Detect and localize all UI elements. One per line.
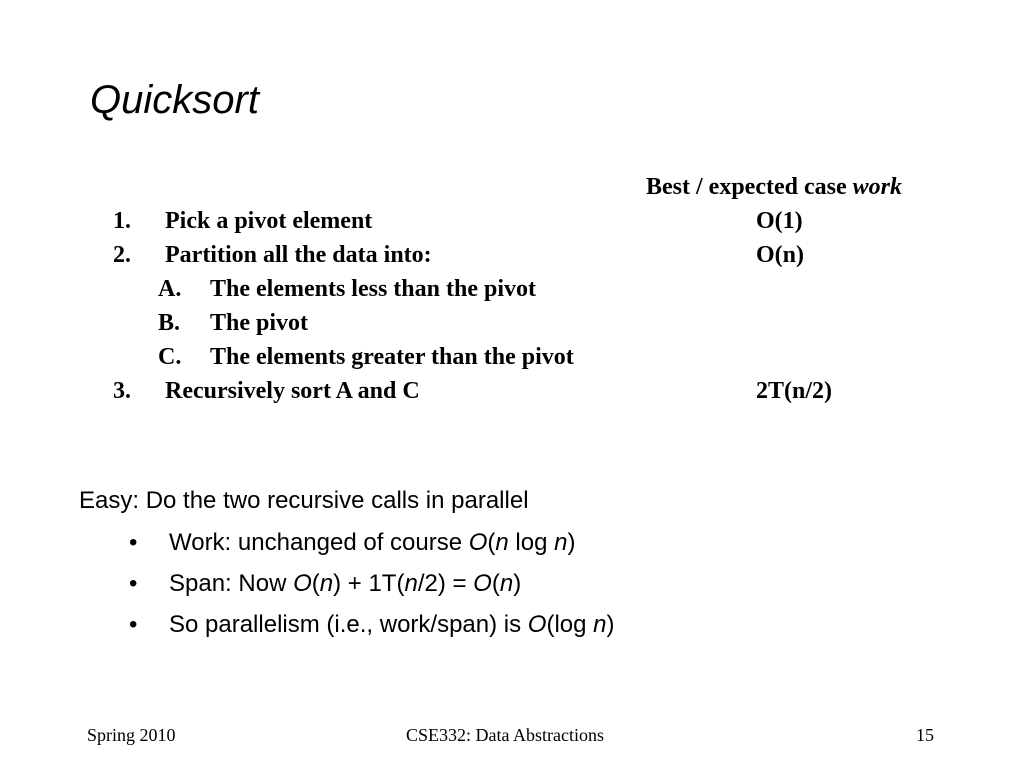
substep-b-marker: B. [158,310,181,336]
math-symbol: n [554,529,568,556]
substep-a-text: The elements less than the pivot [210,276,536,302]
step-2-text: Partition all the data into: [165,242,432,268]
work-header-text: Best / expected case [646,174,853,200]
step-3-cost: 2T(n/2) [756,378,833,404]
bullet-text: /2) = [417,570,474,597]
easy-heading: Easy: Do the two recursive calls in parallel [79,487,529,514]
bullet-text: (log [546,611,594,638]
bullet-text: ( [491,570,500,597]
work-header-emphasis: work [852,174,902,200]
bullet-text: ) [606,611,615,638]
bullet-text: ( [487,529,496,556]
step-2-cost: O(n) [756,242,804,268]
step-2-marker: 2. [113,242,131,268]
bullet-work [169,526,576,560]
math-symbol: O [293,570,312,597]
substep-b-text: The pivot [210,310,309,336]
bullet-text: Span: Now [169,570,294,597]
math-symbol: O [468,529,488,556]
math-symbol: n [495,529,509,556]
step-1-text: Pick a pivot element [165,208,373,234]
math-symbol: O [527,611,547,638]
footer-course: CSE332: Data Abstractions [406,725,604,745]
bullet-parallelism [169,608,615,642]
bullet-text: ) + 1T( [333,570,405,597]
bullet-glyph: • [129,611,138,638]
footer-date: Spring 2010 [87,725,176,745]
math-symbol: n [404,570,418,597]
substep-c-text: The elements greater than the pivot [210,344,574,370]
bullet-glyph: • [129,570,138,597]
bullet-glyph: • [129,529,138,556]
slide-title: Quicksort [90,78,259,122]
math-symbol: n [593,611,607,638]
step-1-marker: 1. [113,208,131,234]
bullet-text: ) [567,529,576,556]
bullet-text: ) [513,570,522,597]
step-3-marker: 3. [113,378,131,404]
math-symbol: n [499,570,514,597]
bullet-text: Work: unchanged of course [169,529,469,556]
substep-a-marker: A. [158,276,182,302]
work-column-header [646,170,902,204]
bullet-text: So parallelism (i.e., work/span) is [169,611,528,638]
substep-c-marker: C. [158,344,182,370]
bullet-text: ( [311,570,320,597]
math-symbol: n [319,570,334,597]
step-1-cost: O(1) [756,208,803,234]
step-3-text: Recursively sort A and C [165,378,420,404]
bullet-text: log [508,529,555,556]
footer-page-number: 15 [916,725,934,745]
bullet-span [169,567,521,601]
math-symbol: O [473,570,492,597]
